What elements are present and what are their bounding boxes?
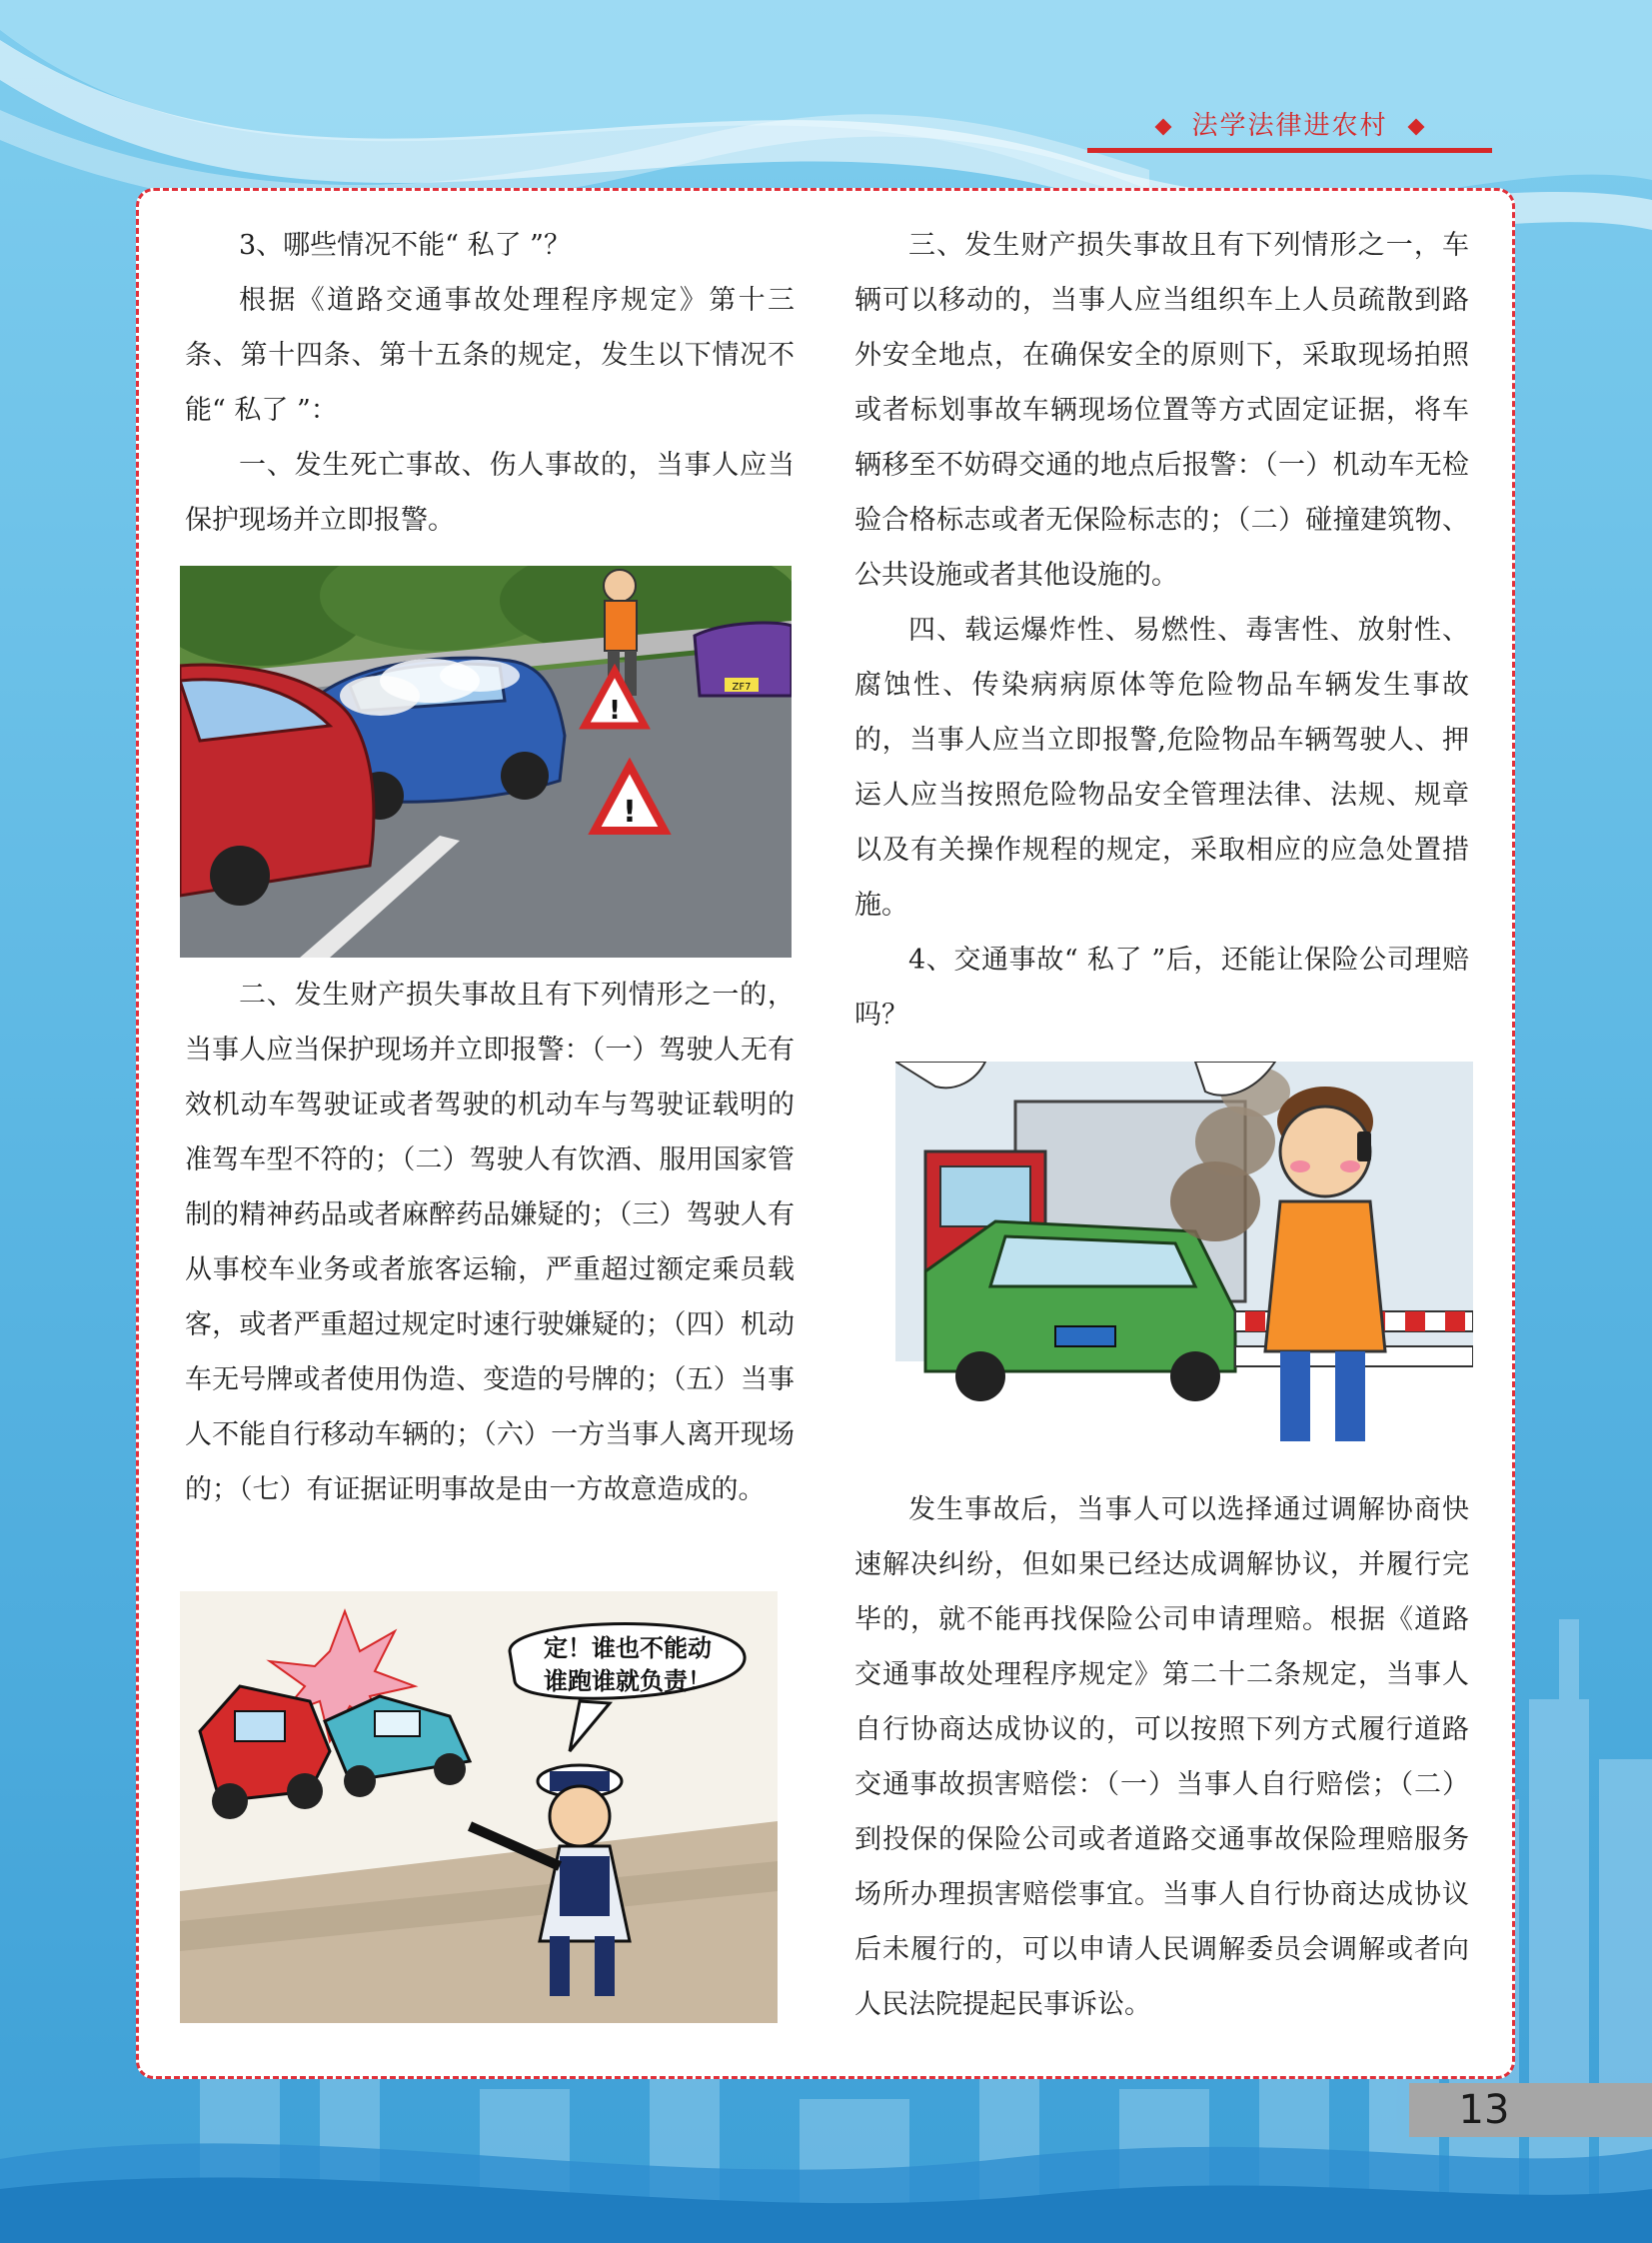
question-heading: 3、哪些情况不能“ 私了 ”？ <box>239 230 571 261</box>
accident-scene-illustration <box>180 566 792 958</box>
left-column <box>185 218 795 548</box>
page-number: 13 <box>1458 2087 1510 2133</box>
question-heading: 4、交通事故“ 私了 ”后，还能让保险公司理赔吗？ <box>854 945 1469 1031</box>
left-column-continued <box>185 968 795 1517</box>
police-cartoon-illustration <box>180 1591 778 2023</box>
right-column-continued <box>854 1482 1469 2032</box>
diamond-icon <box>1155 118 1172 135</box>
body-paragraph: 发生事故后，当事人可以选择通过调解协商快速解决纠纷，但如果已经达成调解协议，并履行完毕的，就不能再找保险公司申请理赔。根据《道路交通事故处理程序规定》第二十二条规定，当事人自行协商达成协议的，可以按照下列方式履行道路交通事故损害赔偿：（一）当事人自行赔偿；（二）到投保的保险公司或者道路交通事故保险理赔服务场所办理损害赔偿事宜。当事人自行协商达成协议后未履行的，可以申请人民调解委员会调解或者向人民法院提起民事诉讼。 <box>854 1494 1469 2020</box>
section-header <box>1087 108 1492 153</box>
diamond-icon <box>1407 118 1424 135</box>
svg-text:!: ! <box>623 795 637 830</box>
speech-line-1: 定！谁也不能动 <box>544 1634 712 1662</box>
body-paragraph: 三、发生财产损失事故且有下列情形之一，车辆可以移动的，当事人应当组织车上人员疏散到路外安全地点，在确保安全的原则下，采取现场拍照或者标划事故车辆现场位置等方式固定证据，将车辆移至不妨碍交通的地点后报警：（一）机动车无检验合格标志或者无保险标志的；（二）碰撞建筑物、公共设施或者其他设施的。 <box>854 230 1469 591</box>
license-plate: ZF7 <box>732 682 752 693</box>
svg-text:!: ! <box>609 696 621 726</box>
section-title: 法学法律进农村 <box>1191 111 1388 141</box>
right-column <box>854 218 1469 1043</box>
body-paragraph: 二、发生财产损失事故且有下列情形之一的，当事人应当保护现场并立即报警：（一）驾驶人无有效机动车驾驶证或者驾驶的机动车与驾驶证载明的准驾车型不符的；（二）驾驶人有饮酒、服用国家管制的精神药品或者麻醉药品嫌疑的；（三）驾驶人有从事校车业务或者旅客运输，严重超过额定乘员载客，或者严重超过规定时速行驶嫌疑的；（四）机动车无号牌或者使用伪造、变造的号牌的；（五）当事人不能自行移动车辆的；（六）一方当事人离开现场的；（七）有证据证明事故是由一方故意造成的。 <box>185 980 795 1505</box>
phone-call-illustration <box>895 1062 1473 1451</box>
page-number-bar <box>1409 2083 1652 2137</box>
body-paragraph: 四、载运爆炸性、易燃性、毒害性、放射性、腐蚀性、传染病病原体等危险物品车辆发生事故的，当事人应当立即报警,危险物品车辆驾驶人、押运人应当按照危险物品安全管理法律、法规、规章以及有关操作规程的规定，采取相应的应急处置措施。 <box>854 615 1469 921</box>
speech-line-2: 谁跑谁就负责！ <box>544 1667 712 1695</box>
body-paragraph: 根据《道路交通事故处理程序规定》第十三条、第十四条、第十五条的规定，发生以下情况不能“ 私了 ”： <box>185 285 795 426</box>
body-paragraph: 一、发生死亡事故、伤人事故的，当事人应当保护现场并立即报警。 <box>185 450 795 536</box>
